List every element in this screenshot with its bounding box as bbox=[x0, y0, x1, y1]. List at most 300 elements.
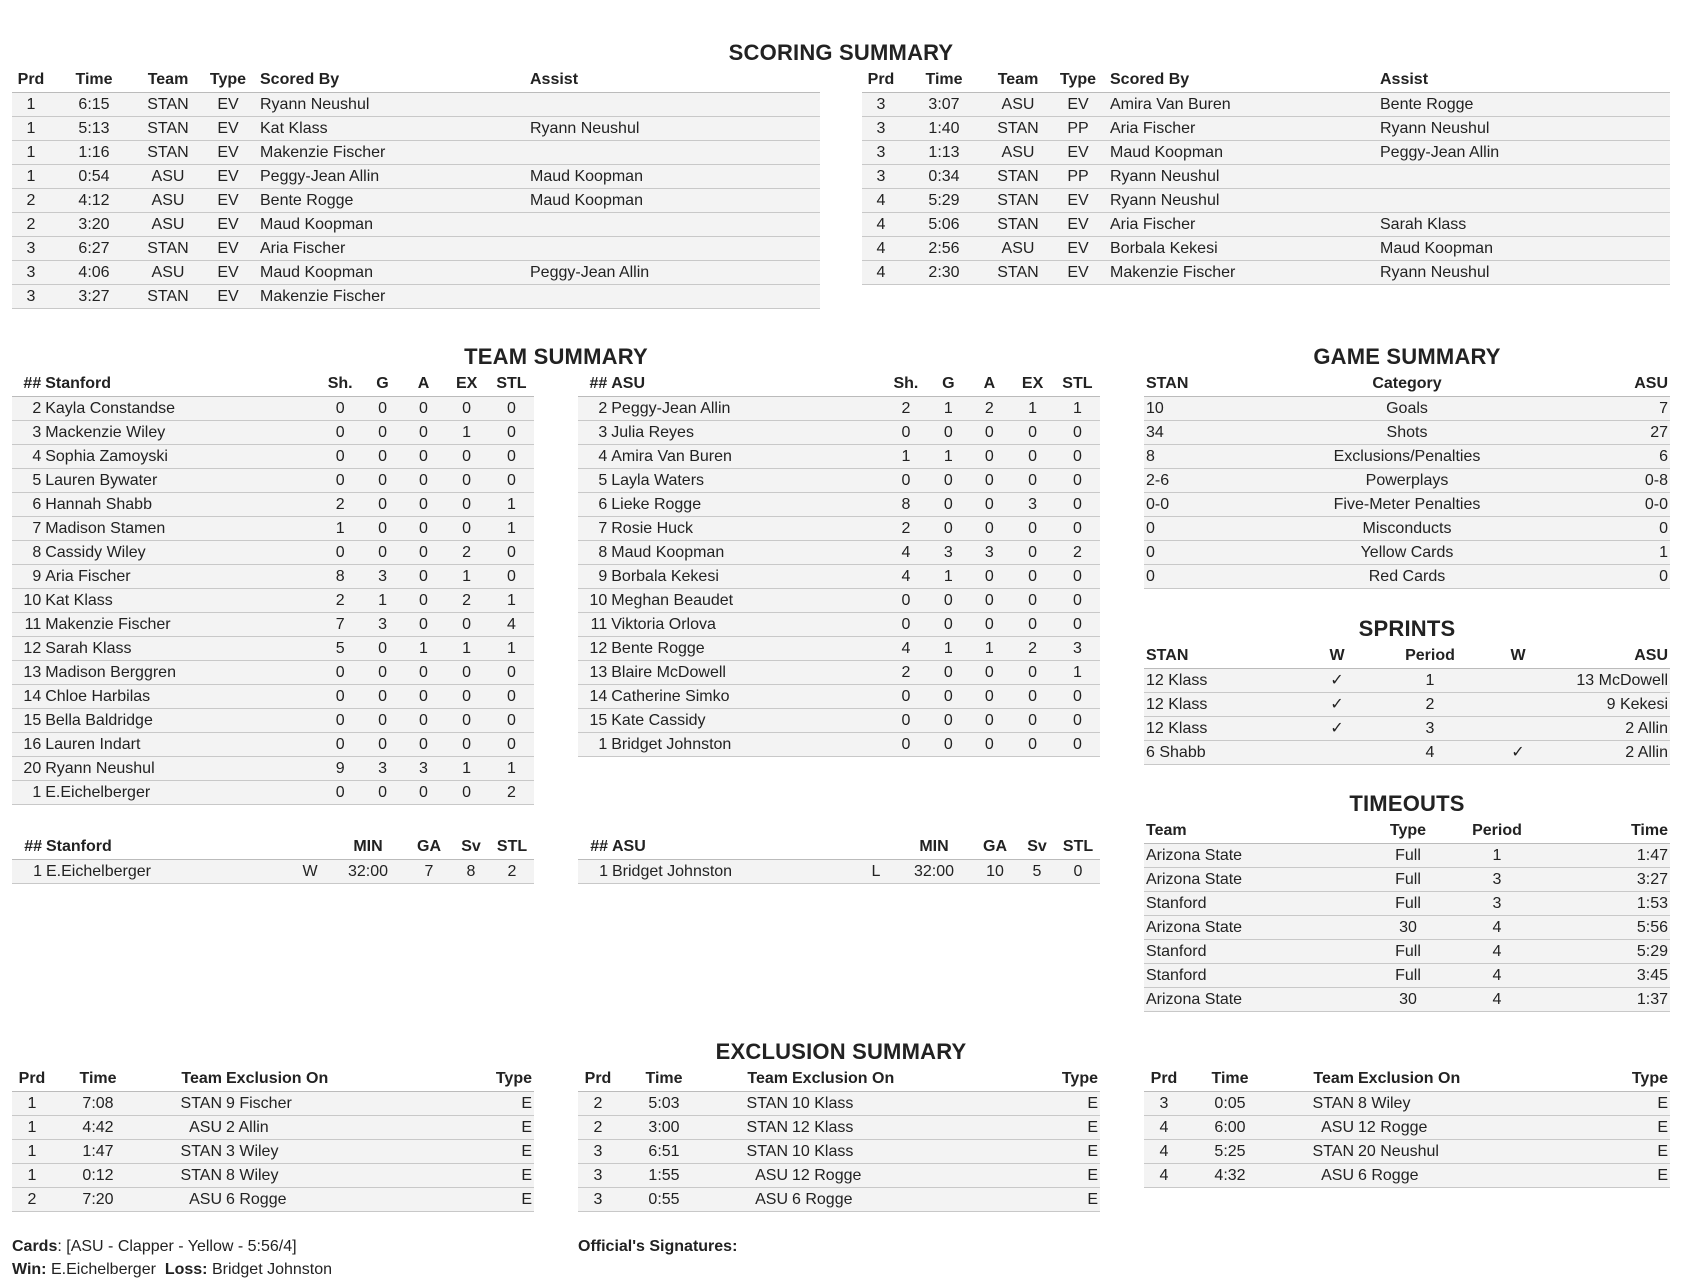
table-cell: 1 bbox=[403, 637, 445, 661]
table-cell: STAN bbox=[138, 141, 198, 165]
column-header: Scored By bbox=[1108, 68, 1378, 93]
table-cell: 0 bbox=[363, 541, 403, 565]
table-cell: EV bbox=[1048, 261, 1108, 285]
table-cell: 13 bbox=[578, 661, 609, 685]
player-row bbox=[12, 493, 534, 517]
column-header: ASU bbox=[609, 372, 883, 397]
table-cell: L bbox=[856, 860, 896, 884]
sprint-row bbox=[1144, 717, 1670, 741]
table-cell: 12 Klass bbox=[1144, 669, 1294, 693]
table-cell: 3 bbox=[1450, 868, 1544, 892]
table-cell: Ryann Neushul bbox=[1378, 117, 1670, 141]
table-cell: E bbox=[1000, 1164, 1100, 1188]
table-cell: Maud Koopman bbox=[1378, 237, 1670, 261]
table-cell: 0 bbox=[928, 733, 968, 757]
table-cell: Maud Koopman bbox=[258, 261, 528, 285]
table-cell: 2 bbox=[1010, 637, 1054, 661]
table-cell: 13 McDowell bbox=[1556, 669, 1670, 693]
table-cell bbox=[1480, 669, 1556, 693]
table-cell: 2-6 bbox=[1144, 469, 1254, 493]
table-cell: 0 bbox=[1560, 565, 1670, 589]
table-cell: 1 bbox=[12, 781, 43, 805]
player-row bbox=[578, 469, 1100, 493]
scoring-row bbox=[12, 141, 820, 165]
table-cell: 0 bbox=[884, 469, 929, 493]
table-cell: 4 bbox=[1144, 1140, 1184, 1164]
table-cell: Viktoria Orlova bbox=[609, 613, 883, 637]
scoring-row bbox=[862, 93, 1670, 117]
table-cell: 6:27 bbox=[50, 237, 138, 261]
column-header: W bbox=[1294, 644, 1380, 669]
table-cell: 0 bbox=[403, 733, 445, 757]
player-row bbox=[12, 541, 534, 565]
table-cell: 0 bbox=[928, 613, 968, 637]
table-cell: Full bbox=[1366, 964, 1450, 988]
column-header: MIN bbox=[896, 835, 972, 860]
table-cell: EV bbox=[198, 117, 258, 141]
column-header: Sv bbox=[452, 835, 490, 860]
table-cell: 6 bbox=[578, 493, 609, 517]
table-cell: 1 bbox=[578, 733, 609, 757]
table-cell: 0:05 bbox=[1184, 1092, 1276, 1116]
table-cell: 0 bbox=[884, 589, 929, 613]
column-header: Time bbox=[1184, 1067, 1276, 1092]
table-cell: 3:20 bbox=[50, 213, 138, 237]
win-loss-line bbox=[12, 1261, 332, 1279]
table-cell: 10 bbox=[12, 589, 43, 613]
header-row bbox=[1144, 1067, 1670, 1092]
table-cell: 3 bbox=[578, 1164, 618, 1188]
table-cell: 6 Rogge bbox=[790, 1188, 1000, 1212]
table-cell: 0 bbox=[403, 685, 445, 709]
player-row bbox=[578, 613, 1100, 637]
table-cell: 4 bbox=[489, 613, 534, 637]
column-header: Sh. bbox=[884, 372, 929, 397]
table-cell: 4 bbox=[862, 261, 900, 285]
table-cell: 2 bbox=[444, 589, 488, 613]
table-cell: 2 Allin bbox=[224, 1116, 434, 1140]
column-header bbox=[290, 835, 330, 860]
table-cell: 0 bbox=[928, 469, 968, 493]
table-cell: 4 bbox=[1380, 741, 1480, 765]
table-cell: 0 bbox=[403, 781, 445, 805]
table-cell: 3 bbox=[363, 757, 403, 781]
table-cell: Borbala Kekesi bbox=[1108, 237, 1378, 261]
column-header: Prd bbox=[578, 1067, 618, 1092]
column-header: Sh. bbox=[318, 372, 363, 397]
player-row bbox=[12, 565, 534, 589]
table-cell: 0 bbox=[403, 613, 445, 637]
exclusion-row bbox=[12, 1140, 534, 1164]
column-header: Sv bbox=[1018, 835, 1056, 860]
table-cell: Cassidy Wiley bbox=[43, 541, 318, 565]
column-header: Type bbox=[434, 1067, 534, 1092]
table-cell: 0 bbox=[403, 589, 445, 613]
table-cell: 0 bbox=[884, 733, 929, 757]
table-cell: Shots bbox=[1254, 421, 1560, 445]
table-cell: 3 bbox=[1010, 493, 1054, 517]
table-cell: 8 bbox=[578, 541, 609, 565]
table-cell: 1 bbox=[444, 565, 488, 589]
timeout-row bbox=[1144, 940, 1670, 964]
table-cell: 0 bbox=[968, 565, 1010, 589]
table-cell: 0 bbox=[1055, 733, 1100, 757]
table-cell: 0 bbox=[444, 685, 488, 709]
exclusion-table-3 bbox=[1144, 1067, 1670, 1188]
table-cell: 1 bbox=[1450, 844, 1544, 868]
exclusion-row bbox=[12, 1092, 534, 1116]
table-cell: E bbox=[1000, 1140, 1100, 1164]
game-summary-row bbox=[1144, 397, 1670, 421]
column-header: Type bbox=[1000, 1067, 1100, 1092]
player-row bbox=[578, 421, 1100, 445]
table-cell: E bbox=[1000, 1116, 1100, 1140]
timeout-row bbox=[1144, 988, 1670, 1012]
table-cell: Stanford bbox=[1144, 940, 1366, 964]
table-cell: 0 bbox=[489, 661, 534, 685]
table-cell: 2 Allin bbox=[1556, 741, 1670, 765]
table-cell: E bbox=[1000, 1188, 1100, 1212]
table-cell: EV bbox=[198, 213, 258, 237]
table-cell: Full bbox=[1366, 868, 1450, 892]
table-cell: 0 bbox=[318, 397, 363, 421]
table-cell: E bbox=[434, 1092, 534, 1116]
table-cell: STAN bbox=[988, 165, 1048, 189]
header-row bbox=[12, 372, 534, 397]
table-cell: E.Eichelberger bbox=[43, 781, 318, 805]
table-cell: 0 bbox=[403, 565, 445, 589]
table-cell: 1 bbox=[12, 1116, 52, 1140]
table-cell: Borbala Kekesi bbox=[609, 565, 883, 589]
table-cell: STAN bbox=[710, 1140, 790, 1164]
table-cell: 0 bbox=[928, 517, 968, 541]
table-cell: 0 bbox=[968, 493, 1010, 517]
table-cell: 34 bbox=[1144, 421, 1254, 445]
scoring-row bbox=[12, 285, 820, 309]
table-cell: 0 bbox=[363, 661, 403, 685]
table-cell: 1:16 bbox=[50, 141, 138, 165]
table-cell: ASU bbox=[1276, 1116, 1356, 1140]
table-cell: 1 bbox=[489, 637, 534, 661]
table-cell: PP bbox=[1048, 117, 1108, 141]
table-cell: ✓ bbox=[1480, 741, 1556, 765]
table-cell: 15 bbox=[578, 709, 609, 733]
table-cell: 3 bbox=[12, 421, 43, 445]
game-summary-row bbox=[1144, 565, 1670, 589]
table-cell: 0 bbox=[1055, 613, 1100, 637]
table-cell: 0 bbox=[318, 469, 363, 493]
table-cell: 12 bbox=[578, 637, 609, 661]
table-cell: Makenzie Fischer bbox=[1108, 261, 1378, 285]
table-cell: 0 bbox=[968, 613, 1010, 637]
table-cell: 0 bbox=[444, 397, 488, 421]
table-cell: Red Cards bbox=[1254, 565, 1560, 589]
table-cell: Kat Klass bbox=[43, 589, 318, 613]
table-cell: STAN bbox=[1276, 1092, 1356, 1116]
table-cell: E.Eichelberger bbox=[44, 860, 290, 884]
table-cell bbox=[1294, 741, 1380, 765]
table-cell: 4 bbox=[862, 237, 900, 261]
table-cell: 0 bbox=[1010, 685, 1054, 709]
player-row bbox=[12, 445, 534, 469]
column-header: GA bbox=[972, 835, 1018, 860]
table-cell: STAN bbox=[138, 285, 198, 309]
table-cell: 6 Rogge bbox=[224, 1188, 434, 1212]
table-cell: 1 bbox=[1055, 397, 1100, 421]
table-cell: 2 bbox=[489, 781, 534, 805]
table-cell: 0 bbox=[1010, 733, 1054, 757]
table-cell: EV bbox=[198, 141, 258, 165]
table-cell: 3 bbox=[862, 165, 900, 189]
table-cell: 32:00 bbox=[330, 860, 406, 884]
column-header: Type bbox=[198, 68, 258, 93]
table-cell: 2 bbox=[444, 541, 488, 565]
column-header: Stanford bbox=[43, 372, 318, 397]
team-summary-title: TEAM SUMMARY bbox=[464, 344, 648, 369]
player-row bbox=[12, 469, 534, 493]
table-cell: 1:53 bbox=[1544, 892, 1670, 916]
table-cell: 1:47 bbox=[52, 1140, 144, 1164]
exclusion-table-2 bbox=[578, 1067, 1100, 1212]
table-cell bbox=[528, 213, 820, 237]
table-cell: 4 bbox=[884, 541, 929, 565]
table-cell: ASU bbox=[1276, 1164, 1356, 1188]
table-cell: 2:30 bbox=[900, 261, 988, 285]
table-cell: ✓ bbox=[1294, 693, 1380, 717]
table-cell: Bente Rogge bbox=[1378, 93, 1670, 117]
table-cell: ASU bbox=[988, 93, 1048, 117]
table-cell: 0 bbox=[1010, 517, 1054, 541]
table-cell: STAN bbox=[138, 93, 198, 117]
table-cell: 4 bbox=[1144, 1164, 1184, 1188]
column-header: Prd bbox=[12, 1067, 52, 1092]
column-header: ## bbox=[578, 835, 610, 860]
table-cell: 1 bbox=[1560, 541, 1670, 565]
table-cell: Blaire McDowell bbox=[609, 661, 883, 685]
table-cell: STAN bbox=[988, 261, 1048, 285]
exclusion-row bbox=[1144, 1092, 1670, 1116]
table-cell: 3:07 bbox=[900, 93, 988, 117]
table-cell: ASU bbox=[138, 189, 198, 213]
table-cell: 3 bbox=[928, 541, 968, 565]
table-cell: ASU bbox=[138, 165, 198, 189]
cards-value: : [ASU - Clapper - Yellow - 5:56/4] bbox=[57, 1238, 297, 1255]
table-cell: Ryann Neushul bbox=[258, 93, 528, 117]
table-cell: 1 bbox=[489, 493, 534, 517]
table-cell: 0 bbox=[1010, 565, 1054, 589]
table-cell: 1 bbox=[578, 860, 610, 884]
player-row bbox=[578, 493, 1100, 517]
player-row bbox=[578, 445, 1100, 469]
table-cell: 1 bbox=[489, 757, 534, 781]
scoring-row bbox=[12, 117, 820, 141]
column-header: Stanford bbox=[44, 835, 290, 860]
column-header: Assist bbox=[1378, 68, 1670, 93]
table-cell: 3 bbox=[403, 757, 445, 781]
table-cell: 1 bbox=[928, 397, 968, 421]
table-cell: 4 bbox=[884, 637, 929, 661]
table-cell: 0 bbox=[968, 709, 1010, 733]
table-cell: 3 bbox=[12, 261, 50, 285]
win-value: E.Eichelberger bbox=[50, 1261, 156, 1278]
table-cell: 2 bbox=[884, 517, 929, 541]
table-cell: 0 bbox=[444, 613, 488, 637]
table-cell: 0:34 bbox=[900, 165, 988, 189]
table-cell: 2 bbox=[12, 213, 50, 237]
table-cell: 0 bbox=[968, 421, 1010, 445]
table-cell: STAN bbox=[988, 213, 1048, 237]
table-cell: 0 bbox=[489, 733, 534, 757]
column-header: ## bbox=[12, 372, 43, 397]
stanford-goalie-table bbox=[12, 835, 534, 884]
table-cell: 1 bbox=[884, 445, 929, 469]
table-cell: 0 bbox=[1144, 565, 1254, 589]
table-cell: 0 bbox=[928, 661, 968, 685]
table-cell: EV bbox=[198, 165, 258, 189]
table-cell: 27 bbox=[1560, 421, 1670, 445]
table-cell: 6 bbox=[12, 493, 43, 517]
table-cell: 4 bbox=[1450, 988, 1544, 1012]
table-cell: 0 bbox=[928, 493, 968, 517]
table-cell: 0 bbox=[884, 421, 929, 445]
table-cell: Kate Cassidy bbox=[609, 709, 883, 733]
column-header: ## bbox=[12, 835, 44, 860]
table-cell: 5 bbox=[318, 637, 363, 661]
table-cell: 3 bbox=[968, 541, 1010, 565]
table-cell: 7 bbox=[578, 517, 609, 541]
table-cell: Bente Rogge bbox=[258, 189, 528, 213]
table-cell: 0 bbox=[318, 661, 363, 685]
scoring-row bbox=[862, 261, 1670, 285]
table-cell: 8 Wiley bbox=[224, 1164, 434, 1188]
game-summary-row bbox=[1144, 445, 1670, 469]
player-row bbox=[12, 757, 534, 781]
table-cell: E bbox=[434, 1164, 534, 1188]
table-cell: 0 bbox=[489, 469, 534, 493]
column-header: Period bbox=[1450, 819, 1544, 844]
table-cell: 0 bbox=[928, 589, 968, 613]
column-header: Period bbox=[1380, 644, 1480, 669]
table-cell: 7 bbox=[1560, 397, 1670, 421]
exclusion-row bbox=[12, 1164, 534, 1188]
table-cell: 0 bbox=[1144, 517, 1254, 541]
table-cell: 9 Kekesi bbox=[1556, 693, 1670, 717]
table-cell: 0 bbox=[403, 493, 445, 517]
sprint-row bbox=[1144, 693, 1670, 717]
scoring-row bbox=[12, 165, 820, 189]
table-cell: Bridget Johnston bbox=[610, 860, 856, 884]
table-cell: Exclusions/Penalties bbox=[1254, 445, 1560, 469]
table-cell: 16 bbox=[12, 733, 43, 757]
table-cell: Makenzie Fischer bbox=[43, 613, 318, 637]
table-cell: 0 bbox=[1010, 589, 1054, 613]
table-cell: Rosie Huck bbox=[609, 517, 883, 541]
table-cell: 1 bbox=[12, 117, 50, 141]
column-header: ASU bbox=[1560, 372, 1670, 397]
table-cell: Madison Stamen bbox=[43, 517, 318, 541]
table-cell: E bbox=[1566, 1116, 1670, 1140]
table-cell: STAN bbox=[988, 117, 1048, 141]
table-cell: Sarah Klass bbox=[43, 637, 318, 661]
table-cell: Sarah Klass bbox=[1378, 213, 1670, 237]
table-cell: 9 Fischer bbox=[224, 1092, 434, 1116]
table-cell: 1 bbox=[12, 93, 50, 117]
table-cell: Yellow Cards bbox=[1254, 541, 1560, 565]
table-cell: 2 bbox=[12, 1188, 52, 1212]
table-cell: 0 bbox=[403, 661, 445, 685]
table-cell: 3:45 bbox=[1544, 964, 1670, 988]
table-cell: 0 bbox=[403, 445, 445, 469]
table-cell: STAN bbox=[138, 237, 198, 261]
table-cell: 8 bbox=[318, 565, 363, 589]
table-cell: 7 bbox=[318, 613, 363, 637]
table-cell: Chloe Harbilas bbox=[43, 685, 318, 709]
table-cell: STAN bbox=[138, 117, 198, 141]
table-cell: 15 bbox=[12, 709, 43, 733]
table-cell: Misconducts bbox=[1254, 517, 1560, 541]
table-cell: 0 bbox=[928, 709, 968, 733]
exclusion-row bbox=[1144, 1116, 1670, 1140]
table-cell: Meghan Beaudet bbox=[609, 589, 883, 613]
table-cell: 0 bbox=[1055, 685, 1100, 709]
table-cell: 13 bbox=[12, 661, 43, 685]
table-cell: 0 bbox=[318, 733, 363, 757]
table-cell: W bbox=[290, 860, 330, 884]
table-cell: 0 bbox=[363, 469, 403, 493]
table-cell: E bbox=[1566, 1140, 1670, 1164]
table-cell: 3 bbox=[578, 421, 609, 445]
table-cell: 6:51 bbox=[618, 1140, 710, 1164]
table-cell: 5:56 bbox=[1544, 916, 1670, 940]
column-header: Exclusion On bbox=[790, 1067, 1000, 1092]
table-cell: 5 bbox=[12, 469, 43, 493]
column-header: Prd bbox=[862, 68, 900, 93]
table-cell: 0 bbox=[968, 517, 1010, 541]
column-header: EX bbox=[1010, 372, 1054, 397]
column-header: A bbox=[968, 372, 1010, 397]
column-header: ASU bbox=[610, 835, 856, 860]
player-row bbox=[578, 661, 1100, 685]
table-cell: 0 bbox=[363, 781, 403, 805]
table-cell: 4 bbox=[884, 565, 929, 589]
table-cell: 7:20 bbox=[52, 1188, 144, 1212]
table-cell: 12 Klass bbox=[1144, 717, 1294, 741]
table-cell: 8 bbox=[12, 541, 43, 565]
table-cell: 1 bbox=[12, 141, 50, 165]
column-header: GA bbox=[406, 835, 452, 860]
player-row bbox=[12, 709, 534, 733]
table-cell: 1 bbox=[318, 517, 363, 541]
table-cell: 32:00 bbox=[896, 860, 972, 884]
table-cell: 8 bbox=[884, 493, 929, 517]
table-cell: 12 Rogge bbox=[790, 1164, 1000, 1188]
table-cell: EV bbox=[1048, 141, 1108, 165]
table-cell: 3:27 bbox=[50, 285, 138, 309]
asu-player-stats-table bbox=[578, 372, 1100, 757]
table-cell: 30 bbox=[1366, 988, 1450, 1012]
table-cell: EV bbox=[1048, 237, 1108, 261]
table-cell: 0 bbox=[489, 709, 534, 733]
table-cell: 6 Shabb bbox=[1144, 741, 1294, 765]
table-cell: Ryann Neushul bbox=[1378, 261, 1670, 285]
table-cell: 0 bbox=[363, 421, 403, 445]
player-row bbox=[578, 589, 1100, 613]
scoring-table-right bbox=[862, 68, 1670, 285]
table-cell: STAN bbox=[144, 1092, 224, 1116]
table-cell: 0 bbox=[968, 685, 1010, 709]
officials-signatures-label bbox=[578, 1238, 737, 1256]
table-cell: 0 bbox=[363, 517, 403, 541]
